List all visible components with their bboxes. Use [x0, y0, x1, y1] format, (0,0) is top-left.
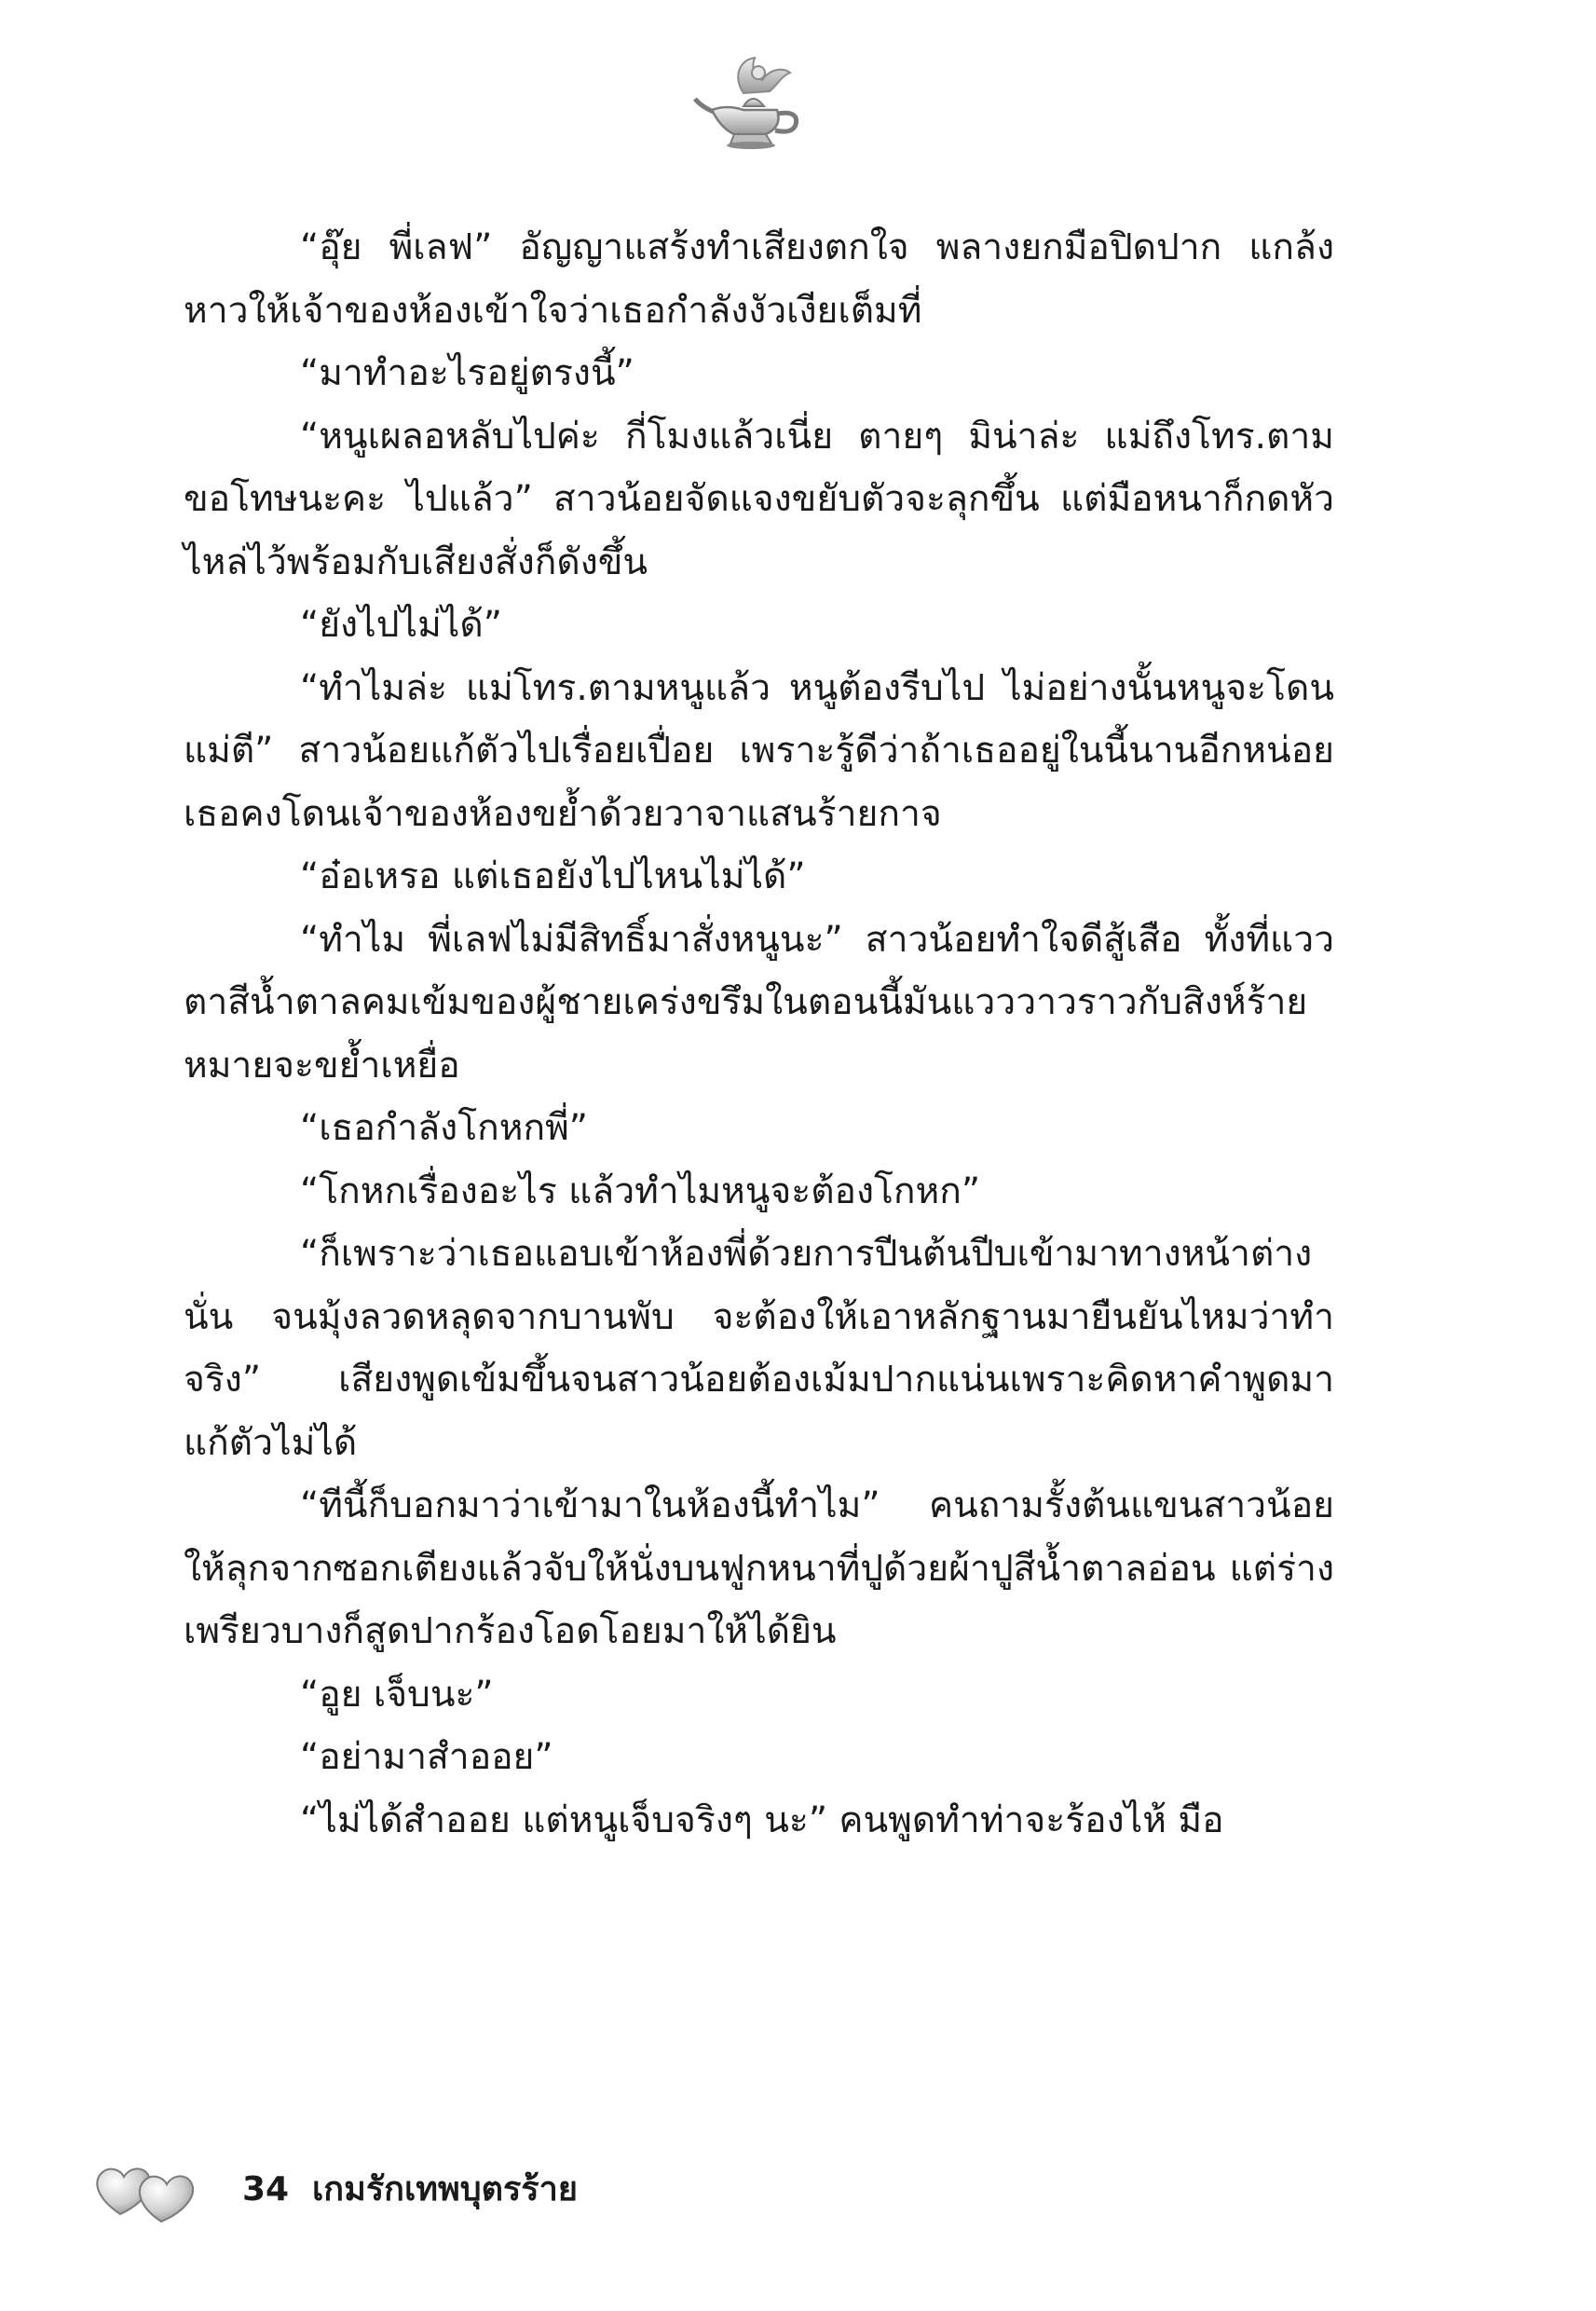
- paragraph: “ทำไมล่ะ แม่โทร.ตามหนูแล้ว หนูต้องรีบไป ไม่อย่างนั้นหนูจะโดนแม่ตี” สาวน้อยแก้ตัวไปเรื่อยเปื่อย เพราะรู้ดีว่าถ้าเธออยู่ในนี้นานอีกหน่อย เธอคงโดนเจ้าของห้องขย้ำด้วยวาจาแสนร้ายกาจ: [184, 666, 1334, 835]
- hearts-ornament-icon: [89, 2149, 210, 2233]
- paragraph: “ยังไปไม่ได้”: [300, 604, 502, 646]
- paragraph: “ก็เพราะว่าเธอแอบเข้าห้องพี่ด้วยการปีนต้นปีบเข้ามาทางหน้าต่างนั่น จนมุ้งลวดหลุดจากบานพับ จะต้องให้เอาหลักฐานมายืนยันไหมว่าทำจริง” เสียงพูดเข้มขึ้นจนสาวน้อยต้องเม้มปากแน่นเพราะคิดหาคำพูดมาแก้ตัวไม่ได้: [184, 1233, 1334, 1464]
- paragraph: “โกหกเรื่องอะไร แล้วทำไมหนูจะต้องโกหก”: [300, 1169, 981, 1212]
- paragraph: “อ๋อเหรอ แต่เธอยังไปไหนไม่ได้”: [300, 855, 806, 897]
- paragraph: “ไม่ได้สำออย แต่หนูเจ็บจริงๆ นะ” คนพูดทำท่าจะร้องไห้ มือ: [300, 1798, 1224, 1841]
- paragraph: “ทีนี้ก็บอกมาว่าเข้ามาในห้องนี้ทำไม” คนถามรั้งต้นแขนสาวน้อยให้ลุกจากซอกเตียงแล้วจับให้นั่งบนฟูกหนาที่ปูด้วยผ้าปูสีน้ำตาลอ่อน แต่ร่างเพรียวบางก็สูดปากร้องโอดโอยมาให้ได้ยิน: [184, 1484, 1334, 1652]
- paragraph: “ทำไม พี่เลฟไม่มีสิทธิ์มาสั่งหนูนะ” สาวน้อยทำใจดีสู้เสือ ทั้งที่แววตาสีน้ำตาลคมเข้มของผู้ชายเคร่งขรึมในตอนนี้มันแวววาวราวกับสิงห์ร้ายหมายจะขย้ำเหยื่อ: [184, 918, 1334, 1087]
- paragraph: “อูย เจ็บนะ”: [300, 1673, 494, 1716]
- body-text: [184, 216, 1334, 1852]
- page-number: 34: [242, 2170, 290, 2208]
- book-title: เกมรักเทพบุตรร้าย: [312, 2170, 578, 2208]
- genie-lamp-ornament-icon: [686, 48, 816, 160]
- page-footer: [89, 2149, 741, 2233]
- paragraph: “อุ๊ย พี่เลฟ” อัญญาแสร้งทำเสียงตกใจ พลางยกมือปิดปาก แกล้งหาวให้เจ้าของห้องเข้าใจว่าเธอกำลังงัวเงียเต็มที่: [184, 226, 1334, 332]
- paragraph: “เธอกำลังโกหกพี่”: [300, 1107, 589, 1149]
- paragraph: “อย่ามาสำออย”: [300, 1736, 553, 1778]
- paragraph: “หนูเผลอหลับไปค่ะ กี่โมงแล้วเนี่ย ตายๆ มิน่าล่ะ แม่ถึงโทร.ตาม ขอโทษนะคะ ไปแล้ว” สาวน้อยจัดแจงขยับตัวจะลุกขึ้น แต่มือหนาก็กดหัวไหล่ไว้พร้อมกับเสียงสั่งก็ดังขึ้น: [184, 415, 1334, 583]
- paragraph: “มาทำอะไรอยู่ตรงนี้”: [300, 352, 634, 394]
